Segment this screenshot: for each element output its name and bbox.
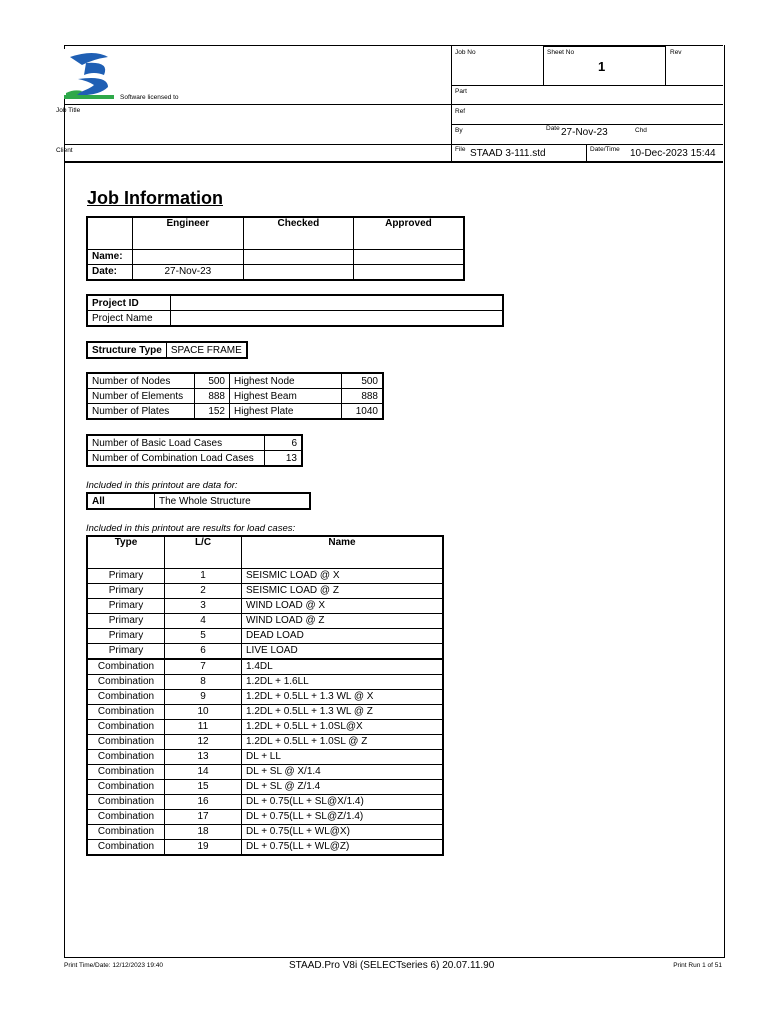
- load-case-row: [87, 809, 443, 824]
- print-run: Print Run 1 of 51: [673, 962, 722, 969]
- client-label: Client: [56, 147, 73, 154]
- job-no-label: Job No: [455, 49, 476, 56]
- load-case-row: [87, 719, 443, 734]
- load-case-type: Combination: [87, 734, 165, 749]
- load-case-row: [87, 704, 443, 719]
- load-case-name: DL + 0.75(LL + SL@X/1.4): [242, 794, 444, 809]
- load-case-lc: 19: [165, 839, 242, 855]
- load-case-type: Combination: [87, 839, 165, 855]
- load-case-row: [87, 779, 443, 794]
- load-case-type: Primary: [87, 568, 165, 583]
- page-title: Job Information: [87, 188, 223, 208]
- engineer-header: Engineer: [132, 217, 243, 249]
- load-case-name: DEAD LOAD: [242, 628, 444, 643]
- load-case-type: Combination: [87, 794, 165, 809]
- load-case-lc: 6: [165, 643, 242, 659]
- load-case-lc: 9: [165, 689, 242, 704]
- included-results-note: Included in this printout are results for load cases:: [86, 523, 296, 534]
- load-case-type: Combination: [87, 779, 165, 794]
- lc-header: L/C: [165, 536, 242, 568]
- load-case-type: Combination: [87, 749, 165, 764]
- load-case-type: Combination: [87, 764, 165, 779]
- date-label: Date: [546, 125, 560, 132]
- counts-row: Number of Nodes 500 Highest Node 500: [87, 373, 383, 389]
- included-data-note: Included in this printout are data for:: [86, 480, 238, 491]
- load-case-row: [87, 583, 443, 598]
- bentley-logo-icon: [64, 49, 114, 99]
- name-row-label: Name:: [87, 249, 132, 264]
- load-case-row: [87, 598, 443, 613]
- load-case-name: 1.4DL: [242, 659, 444, 675]
- load-case-row: [87, 749, 443, 764]
- load-case-type: Combination: [87, 719, 165, 734]
- sheet-no-value: 1: [598, 59, 606, 74]
- sheet-no-label: Sheet No: [547, 49, 575, 56]
- load-case-lc: 12: [165, 734, 242, 749]
- file-value: STAAD 3-111.std: [470, 148, 546, 159]
- load-case-type: Primary: [87, 628, 165, 643]
- project-table: [86, 294, 504, 327]
- load-cases-table: [86, 535, 444, 856]
- load-case-row: [87, 674, 443, 689]
- load-case-lc: 14: [165, 764, 242, 779]
- load-case-row: [87, 794, 443, 809]
- load-case-row: [87, 568, 443, 583]
- load-case-name: DL + 0.75(LL + WL@X): [242, 824, 444, 839]
- load-case-type: Combination: [87, 824, 165, 839]
- load-case-type: Combination: [87, 674, 165, 689]
- date-value: 27-Nov-23: [561, 127, 608, 138]
- print-time: Print Time/Date: 12/12/2023 19:40: [64, 962, 164, 969]
- software-version: STAAD.Pro V8i (SELECTseries 6) 20.07.11.90: [289, 960, 495, 971]
- load-case-row: [87, 689, 443, 704]
- counts-row: Number of Plates 152 Highest Plate 1040: [87, 404, 383, 420]
- load-case-name: DL + SL @ Z/1.4: [242, 779, 444, 794]
- ref-label: Ref: [455, 108, 466, 115]
- load-case-lc: 17: [165, 809, 242, 824]
- load-case-lc: 2: [165, 583, 242, 598]
- project-id-label: Project ID: [87, 295, 171, 311]
- load-case-lc: 8: [165, 674, 242, 689]
- load-case-type: Combination: [87, 689, 165, 704]
- load-case-lc: 5: [165, 628, 242, 643]
- load-case-row: [87, 764, 443, 779]
- load-case-name: 1.2DL + 0.5LL + 1.3 WL @ X: [242, 689, 444, 704]
- by-label: By: [455, 127, 463, 134]
- load-case-name: WIND LOAD @ X: [242, 598, 444, 613]
- load-case-lc: 3: [165, 598, 242, 613]
- load-case-type: Combination: [87, 809, 165, 824]
- load-case-row: [87, 824, 443, 839]
- load-case-lc: 16: [165, 794, 242, 809]
- date-row-label: Date:: [87, 264, 132, 280]
- load-case-name: 1.2DL + 0.5LL + 1.0SL@X: [242, 719, 444, 734]
- load-case-type: Primary: [87, 613, 165, 628]
- load-count-row: Number of Basic Load Cases 6: [87, 435, 302, 451]
- structure-type-table: [86, 341, 248, 359]
- load-case-name: DL + 0.75(LL + SL@Z/1.4): [242, 809, 444, 824]
- approved-header: Approved: [353, 217, 464, 249]
- load-case-lc: 1: [165, 568, 242, 583]
- load-case-type: Primary: [87, 643, 165, 659]
- chd-label: Chd: [635, 127, 647, 134]
- load-case-lc: 18: [165, 824, 242, 839]
- load-case-lc: 15: [165, 779, 242, 794]
- structure-type-value: SPACE FRAME: [166, 342, 246, 358]
- counts-table: [86, 372, 384, 420]
- checked-header: Checked: [243, 217, 353, 249]
- load-case-row: [87, 839, 443, 855]
- load-case-name: 1.2DL + 1.6LL: [242, 674, 444, 689]
- load-case-lc: 4: [165, 613, 242, 628]
- job-title-label: Job Title: [56, 107, 81, 114]
- load-case-type: Primary: [87, 583, 165, 598]
- load-counts-table: [86, 434, 303, 467]
- load-case-lc: 10: [165, 704, 242, 719]
- load-case-type: Combination: [87, 704, 165, 719]
- included-scope: All: [87, 493, 155, 509]
- datetime-label: Date/Time: [590, 146, 620, 153]
- load-case-name: WIND LOAD @ Z: [242, 613, 444, 628]
- datetime-value: 10-Dec-2023 15:44: [630, 148, 716, 159]
- load-count-row: Number of Combination Load Cases 13: [87, 451, 302, 467]
- load-case-name: SEISMIC LOAD @ Z: [242, 583, 444, 598]
- part-label: Part: [455, 88, 467, 95]
- load-case-name: DL + 0.75(LL + WL@Z): [242, 839, 444, 855]
- load-case-row: [87, 659, 443, 675]
- project-name-label: Project Name: [87, 311, 171, 327]
- engineer-date: 27-Nov-23: [132, 264, 243, 280]
- load-case-name: 1.2DL + 0.5LL + 1.3 WL @ Z: [242, 704, 444, 719]
- load-case-row: [87, 628, 443, 643]
- load-case-name: 1.2DL + 0.5LL + 1.0SL @ Z: [242, 734, 444, 749]
- load-case-lc: 7: [165, 659, 242, 675]
- load-case-row: [87, 643, 443, 659]
- load-case-row: [87, 613, 443, 628]
- report-header: [56, 45, 723, 163]
- load-case-name: DL + SL @ X/1.4: [242, 764, 444, 779]
- file-label: File: [455, 146, 466, 153]
- included-desc: The Whole Structure: [155, 493, 311, 509]
- load-case-type: Combination: [87, 659, 165, 675]
- software-licensed-label: Software licensed to: [120, 94, 179, 101]
- load-case-name: DL + LL: [242, 749, 444, 764]
- load-case-lc: 11: [165, 719, 242, 734]
- signoff-table: [86, 216, 465, 281]
- counts-row: Number of Elements 888 Highest Beam 888: [87, 389, 383, 404]
- rev-label: Rev: [670, 49, 682, 56]
- load-case-name: SEISMIC LOAD @ X: [242, 568, 444, 583]
- load-case-lc: 13: [165, 749, 242, 764]
- type-header: Type: [87, 536, 165, 568]
- name-header: Name: [242, 536, 444, 568]
- load-case-type: Primary: [87, 598, 165, 613]
- structure-type-label: Structure Type: [87, 342, 166, 358]
- load-case-row: [87, 734, 443, 749]
- load-case-name: LIVE LOAD: [242, 643, 444, 659]
- included-data-table: [86, 492, 311, 510]
